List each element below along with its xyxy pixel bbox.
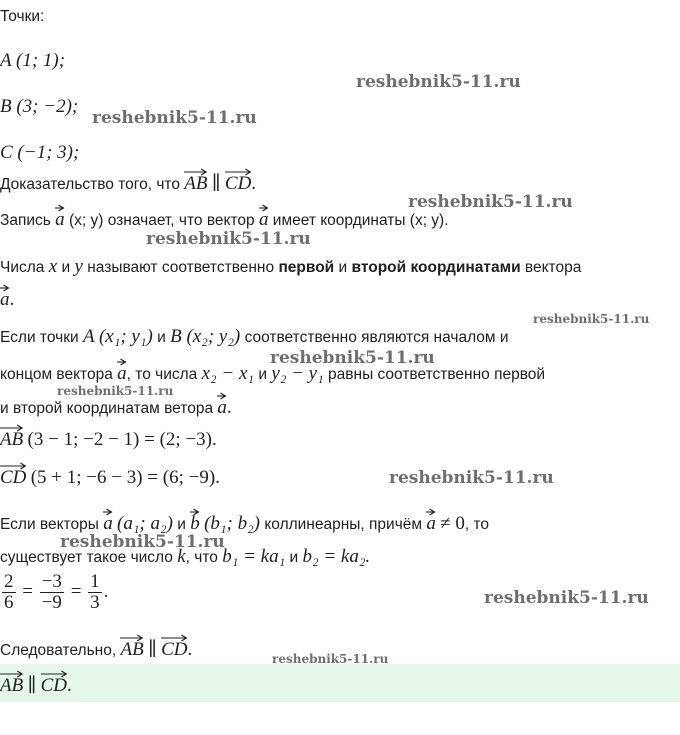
numbers-and: и bbox=[61, 259, 71, 276]
collinear-text-2: коллинеарны, причём bbox=[264, 516, 423, 533]
points-label: Точки: bbox=[0, 8, 45, 25]
period: . bbox=[9, 289, 15, 310]
watermark: reshebnik5-11.ru bbox=[356, 72, 521, 92]
fraction-line bbox=[0, 572, 108, 613]
vector-arrow-icon bbox=[120, 634, 143, 642]
numbers-second: второй координатами bbox=[351, 259, 521, 276]
parallel-sign: ∥ bbox=[148, 639, 157, 660]
watermark: reshebnik5-11.ru bbox=[92, 108, 257, 128]
ab-calc-line bbox=[0, 424, 217, 451]
exists-and: и bbox=[289, 549, 299, 566]
record-line bbox=[0, 204, 449, 230]
collinear-and: и bbox=[177, 516, 186, 533]
vector-arrow-icon bbox=[0, 424, 23, 432]
vector-ab: AB bbox=[120, 634, 143, 659]
period: . bbox=[251, 173, 257, 194]
vector-a: a bbox=[217, 392, 227, 417]
end-vec-and: и bbox=[258, 366, 267, 383]
second-coord-text: и второй координатам ветора bbox=[0, 400, 214, 417]
period: . bbox=[187, 639, 193, 660]
vector-a: a bbox=[259, 204, 269, 229]
therefore-line bbox=[0, 634, 192, 661]
therefore-text: Следовательно, bbox=[0, 642, 117, 659]
fraction-2: $\frac{-3}{-9}$ bbox=[41, 571, 62, 613]
vector-arrow-icon bbox=[0, 284, 10, 292]
var-y: y bbox=[74, 256, 83, 277]
vector-cd: CD bbox=[225, 168, 251, 193]
watermark: reshebnik5-11.ru bbox=[272, 652, 389, 666]
equals: = bbox=[22, 580, 33, 602]
parallel-sign: ∥ bbox=[27, 675, 37, 696]
watermark: reshebnik5-11.ru bbox=[408, 192, 573, 212]
fraction-1: $\frac{2}{6}$ bbox=[4, 571, 14, 613]
vector-a: a bbox=[103, 508, 113, 533]
point-c: C (−1; 3); bbox=[0, 142, 80, 163]
period: . bbox=[226, 397, 232, 418]
point-b: B (3; −2); bbox=[0, 96, 79, 117]
if-points-text-2: соответственно являются началом и bbox=[244, 329, 509, 346]
end-vec-text-1: концом вектора bbox=[0, 366, 113, 383]
vector-cd: CD bbox=[161, 634, 187, 659]
vector-arrow-icon bbox=[184, 168, 207, 176]
point-a: A (1; 1); bbox=[0, 50, 66, 71]
vector-a: a bbox=[0, 284, 10, 309]
eq-b1: b₁ = ka₁ bbox=[222, 546, 286, 567]
period: . bbox=[67, 675, 72, 696]
numbers-line bbox=[0, 256, 581, 278]
exists-text-1: существует такое число bbox=[0, 549, 173, 566]
watermark: reshebnik5-11.ru bbox=[484, 588, 649, 608]
var-x: x bbox=[48, 256, 58, 277]
vector-cd: CD bbox=[41, 670, 67, 695]
var-k: k bbox=[177, 546, 186, 567]
watermark: reshebnik5-11.ru bbox=[270, 348, 435, 368]
if-points-text-1: Если точки bbox=[0, 329, 79, 346]
proof-line bbox=[0, 168, 256, 195]
answer-line bbox=[0, 670, 72, 697]
if-points-and: и bbox=[157, 329, 166, 346]
vector-arrow-icon bbox=[0, 462, 26, 470]
record-text-3: имеет координаты (x; y). bbox=[272, 212, 449, 229]
answer-box bbox=[0, 664, 680, 702]
vector-arrow-icon bbox=[41, 670, 67, 678]
cd-calc: (5 + 1; −6 − 3) = (6; −9). bbox=[30, 467, 220, 488]
vector-arrow-icon bbox=[117, 358, 127, 366]
end-vec-text-2: , то числа bbox=[126, 366, 198, 383]
vector-ab: AB bbox=[184, 168, 207, 193]
point-a-general: A (x₁; y₁) bbox=[82, 326, 153, 347]
numbers-text-2: называют соответственно bbox=[87, 259, 275, 276]
vector-arrow-icon bbox=[426, 508, 436, 516]
numbers-first: первой bbox=[278, 259, 335, 276]
equals: = bbox=[70, 580, 82, 602]
vector-arrow-icon bbox=[103, 508, 113, 516]
collinear-line bbox=[0, 508, 489, 535]
numbers-and-2: и bbox=[338, 259, 348, 276]
numbers-text-3: вектора bbox=[524, 259, 582, 276]
vector-ab: AB bbox=[0, 670, 23, 695]
vector-arrow-icon bbox=[55, 204, 65, 212]
vector-arrow-icon bbox=[161, 634, 187, 642]
watermark: reshebnik5-11.ru bbox=[146, 229, 311, 249]
if-points-line bbox=[0, 326, 509, 348]
not-zero: ≠ 0 bbox=[440, 513, 465, 534]
record-text-1: Запись bbox=[0, 212, 51, 229]
vector-arrow-icon bbox=[0, 670, 23, 678]
eq-b2: b₂ = ka₂. bbox=[302, 546, 371, 567]
watermark: reshebnik5-11.ru bbox=[389, 468, 554, 488]
point-b-general: B (x₂; y₂) bbox=[170, 326, 241, 347]
collinear-text-1: Если векторы bbox=[0, 516, 99, 533]
watermark: reshebnik5-11.ru bbox=[533, 312, 650, 326]
vector-arrow-icon bbox=[190, 508, 200, 516]
vector-a: a bbox=[117, 358, 127, 383]
vector-cd: CD bbox=[0, 462, 26, 487]
cd-calc-line bbox=[0, 462, 220, 489]
vector-arrow-icon bbox=[225, 168, 251, 176]
y-difference: y₂ − y₁ bbox=[271, 363, 324, 384]
collinear-a-coords: (a₁; a₂) bbox=[117, 513, 173, 534]
x-difference: x₂ − x₁ bbox=[201, 363, 255, 384]
fraction-3: $\frac{1}{3}$ bbox=[90, 571, 100, 613]
collinear-text-3: , то bbox=[464, 516, 490, 533]
vector-ab: AB bbox=[0, 424, 23, 449]
vector-a: a bbox=[55, 204, 65, 229]
collinear-b-coords: (b₁; b₂) bbox=[204, 513, 261, 534]
proof-prefix: Доказательство того, что bbox=[0, 176, 180, 193]
watermark: reshebnik5-11.ru bbox=[57, 384, 174, 398]
parallel-sign: ∥ bbox=[211, 173, 221, 194]
period: . bbox=[103, 580, 109, 602]
vector-arrow-icon bbox=[259, 204, 269, 212]
numbers-line-2 bbox=[0, 284, 14, 311]
watermark: reshebnik5-11.ru bbox=[60, 532, 225, 552]
ab-calc: (3 − 1; −2 − 1) = (2; −3). bbox=[27, 429, 217, 450]
vector-b: b bbox=[190, 508, 200, 533]
vector-a: a bbox=[426, 508, 436, 533]
end-vec-text-3: равны соответственно первой bbox=[328, 366, 546, 383]
record-text-2: (x; y) означает, что вектор bbox=[68, 212, 255, 229]
vector-arrow-icon bbox=[217, 392, 227, 400]
exists-text-2: , что bbox=[185, 549, 218, 566]
numbers-text-1: Числа bbox=[0, 259, 45, 276]
